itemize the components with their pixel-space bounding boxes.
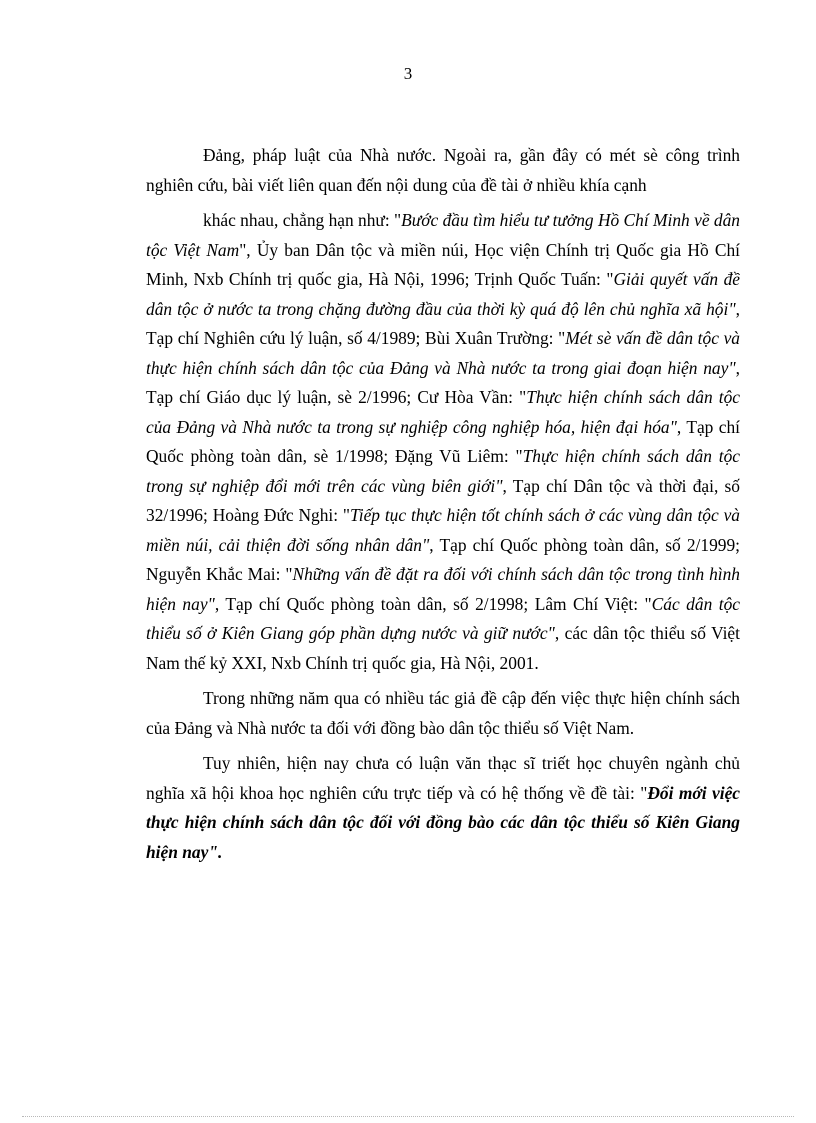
text-run: khác nhau, chẳng hạn như: "	[203, 210, 402, 230]
page-number: 3	[403, 64, 413, 83]
italic-title: Giải quyết vấn đề dân tộc ở nước ta trong chặng đường đầu của thời kỳ quá độ lên chủ nghĩa xã hội"	[146, 269, 740, 319]
italic-title: Thực hiện chính sách dân tộc trong sự nghiệp đổi mới trên các vùng biên giới"	[146, 446, 740, 496]
text-run: , Tạp chí Quốc phòng toàn dân, số 2/1999; Nguyễn Khắc Mai: "	[146, 534, 740, 584]
text-run: , Tạp chí Nghiên cứu lý luận, số 4/1989; Bùi Xuân Trường: "	[146, 298, 740, 348]
italic-title: Tiếp tục thực hiện tốt chính sách ở các vùng dân tộc và miền núi, cải thiện đời sống nhân dân"	[146, 505, 740, 555]
italic-title: Bước đầu tìm hiểu tư tưởng Hồ Chí Minh về dân tộc Việt Nam	[146, 210, 740, 260]
text-run: , các dân tộc thiểu số Việt Nam thế kỷ XXI, Nxb Chính trị quốc gia, Hà Nội, 2001.	[146, 623, 740, 673]
paragraph-4	[146, 749, 740, 867]
text-run: , Tạp chí Giáo dục lý luận, sè 2/1996; Cư Hòa Vần: "	[146, 357, 740, 407]
thesis-title: Đổi mới việc thực hiện chính sách dân tộc đối với đồng bào các dân tộc thiểu số Kiên Giang hiện nay".	[146, 782, 741, 862]
page-bottom-border	[22, 1116, 794, 1117]
paragraph-1: Đảng, pháp luật của Nhà nước. Ngoài ra, gần đây có mét sè công trình nghiên cứu, bài viết liên quan đến nội dung của đề tài ở nhiều khía cạnh	[146, 145, 740, 195]
paragraph-2	[146, 206, 740, 678]
italic-title: Thực hiện chính sách dân tộc của Đảng và Nhà nước ta trong sự nghiệp công nghiệp hóa, hiện đại hóa"	[146, 387, 740, 437]
body-text	[146, 141, 740, 873]
text-run: , Tạp chí Quốc phòng toàn dân, số 2/1998; Lâm Chí Việt: "	[214, 593, 652, 614]
text-run: ", Ủy ban Dân tộc và miền núi, Học viện Chính trị Quốc gia Hồ Chí Minh, Nxb Chính trị quốc gia, Hà Nội, 1996; Trịnh Quốc Tuấn: "	[146, 239, 740, 289]
italic-title: Những vấn đề đặt ra đối với chính sách dân tộc trong tình hình hiện nay"	[146, 564, 740, 614]
italic-title: Mét sè vấn đề dân tộc và thực hiện chính sách dân tộc của Đảng và Nhà nước ta trong giai đoạn hiện nay"	[146, 328, 740, 378]
text-run: , Tạp chí Quốc phòng toàn dân, sè 1/1998; Đặng Vũ Liêm: "	[146, 416, 740, 466]
text-run: , Tạp chí Dân tộc và thời đại, số 32/1996; Hoàng Đức Nghi: "	[146, 475, 740, 525]
text-run: Tuy nhiên, hiện nay chưa có luận văn thạc sĩ triết học chuyên ngành chủ nghĩa xã hội khoa học nghiên cứu trực tiếp và có hệ thống về đề tài: "	[146, 753, 740, 803]
paragraph-3: Trong những năm qua có nhiều tác giả đề cập đến việc thực hiện chính sách của Đảng và Nhà nước ta đối với đồng bào dân tộc thiểu số Việt Nam.	[146, 688, 740, 738]
italic-title: Các dân tộc thiểu số ở Kiên Giang góp phần dựng nước và giữ nước"	[146, 593, 740, 643]
